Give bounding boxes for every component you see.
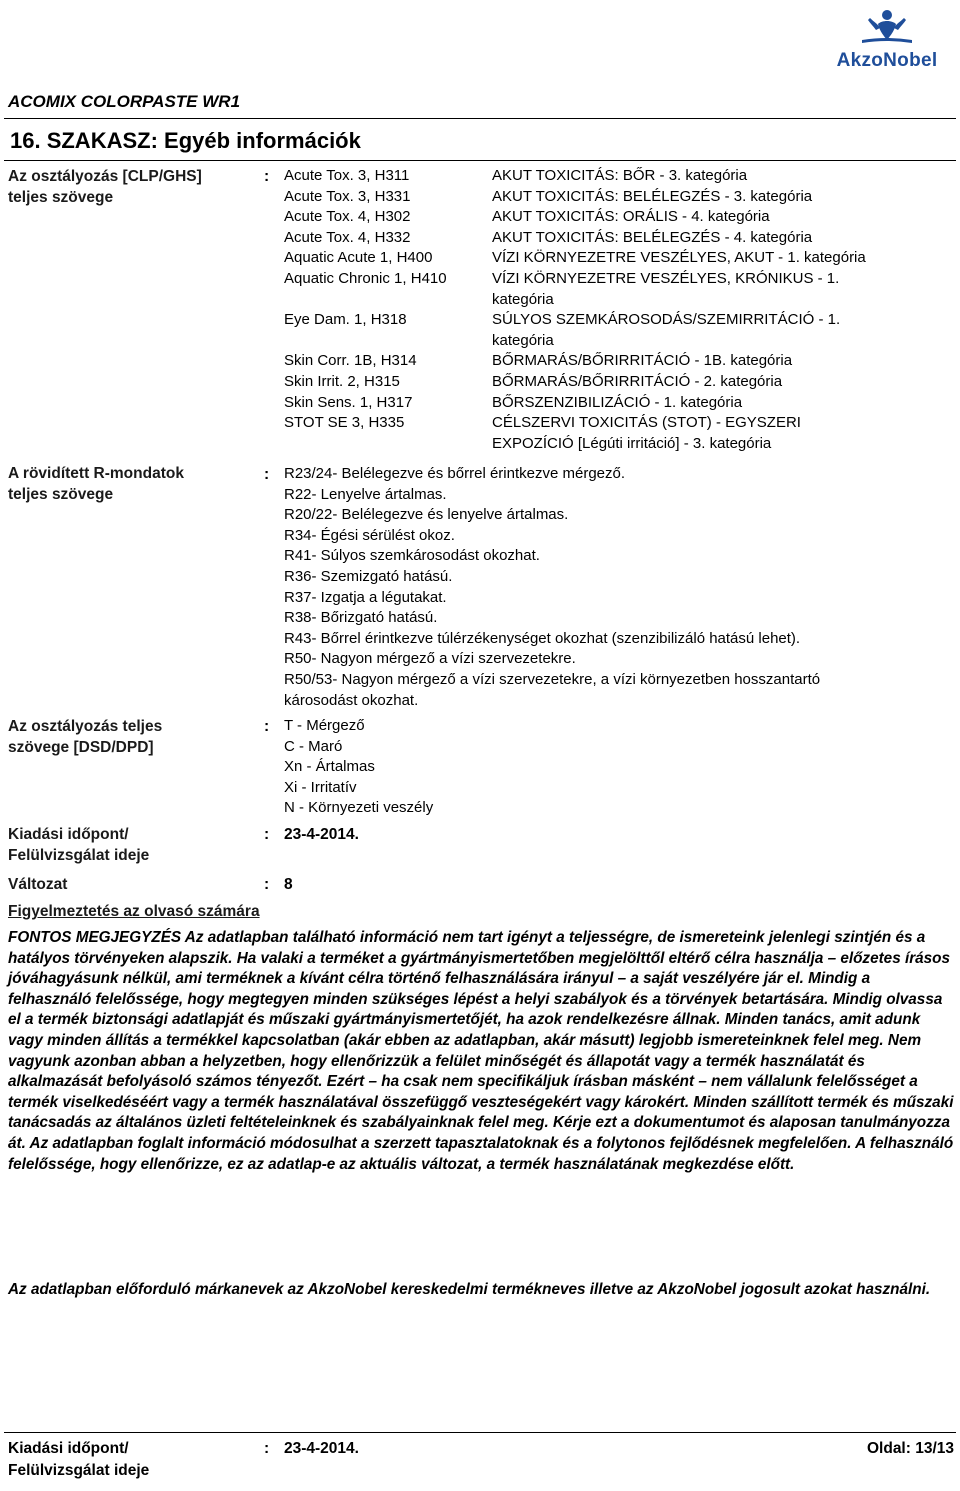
hazard-description-line: BŐRMARÁS/BŐRIRRITÁCIÓ - 2. kategória: [492, 373, 783, 390]
r-phrase-line: R34- Égési sérülést okoz.: [284, 526, 455, 544]
hazard-description: [492, 248, 912, 269]
dsd-classification-line: Xi - Irritatív: [284, 778, 357, 796]
section-title: 16. SZAKASZ: Egyéb információk: [10, 128, 361, 153]
version-label: Változat: [8, 876, 68, 893]
r-phrase-line: R41- Súlyos szemkárosodást okozhat.: [284, 547, 540, 565]
hazard-description: [492, 413, 912, 454]
rphrases-label: [8, 463, 256, 505]
issue-label: [8, 824, 256, 866]
r-phrase-line: R23/24- Belélegezve és bőrrel érintkezve mérgező.: [284, 465, 626, 482]
footer-date: 23-4-2014.: [284, 1440, 359, 1457]
footer-colon: :: [264, 1440, 270, 1457]
hazard-description: [492, 393, 912, 414]
r-phrase-line: R20/22- Belélegezve és lenyelve ártalmas.: [284, 506, 569, 524]
hazard-code: Aquatic Chronic 1, H410: [284, 270, 447, 287]
footer-divider: [4, 1432, 956, 1433]
reader-notice-label: Figyelmeztetés az olvasó számára: [8, 903, 260, 920]
hazard-description-line: kategória: [492, 331, 554, 349]
hazard-description: [492, 269, 912, 310]
page-number: Oldal: 13/13: [866, 1440, 954, 1457]
hazard-description-line: kategória: [492, 290, 554, 308]
hazard-description-line: AKUT TOXICITÁS: BELÉLEGZÉS - 4. kategória: [492, 228, 813, 246]
footer-label-line1: Kiadási időpont/: [8, 1440, 129, 1457]
hazard-description-line: EXPOZÍCIÓ [Légúti irritáció] - 3. kategória: [492, 434, 772, 452]
hazard-description: [492, 228, 912, 249]
rphrases-list: [284, 464, 944, 711]
hazard-description-line: AKUT TOXICITÁS: BŐR - 3. kategória: [492, 167, 748, 184]
hazard-code: Acute Tox. 4, H332: [284, 228, 411, 246]
notice-text: Az adatlapban található információ nem tart igényt a teljességre, de ismereteink jelenlegi szintjén és a hatályos törvényeken alapszik. Ha valaki a terméket a gyártmányismertetőben megjelölttől eltérő célra használja – előzetes írásos jóváhagyásunk nélkül, ami terméknek a kívánt célra történő felhasználására irányul – a saját veszélyére jár el. Mindig a felhasználó felelőssége, hogy megtegyen minden szükséges lépést a helyi szabályok és a törvények betartására. Mindig olvassa el a termék biztonsági adatlapját és műszaki gyártmányismertetőjét, ha azok rendelkezésre állnak. Minden tanács, amit adunk vagy minden állítás a termékkel kapcsolatban (akár ebben az adatlapban, akár másutt) legjobb ismereteinknek felel meg. Nem vagyunk azonban abban a helyzetben, hogy ellenőrizzük a felület minőségét és állapotát vagy a termék használatát és alkalmazását befolyásoló számos tényezőt. Ezért – ha csak nem specifikáljuk írásban másként – nem vállalunk felelősséget a termék viselkedéséért vagy a termék használatával összefüggő veszteségekért vagy károkért. Minden szállított termék és műszaki tanácsadás az általános üzleti feltételeinknek és szabályainknak felel meg. Kérje ezt a dokumentumot és alaposan tanulmányozza át. Az adatlapban foglalt információ módosulhat a szerzett tapasztalatoknak és a folytonos fejlődésnek megfelelően. A felhasználó felelőssége, hogy ellenőrizze, ez az adatlap-e az aktuális változat, a termék használatának megkezdése előtt.: [8, 929, 954, 1173]
dsd-label-line1: Az osztályozás teljes: [8, 718, 163, 735]
r-phrase-line: károsodást okozhat.: [284, 691, 419, 709]
hazard-description-line: CÉLSZERVI TOXICITÁS (STOT) - EGYSZERI: [492, 414, 801, 432]
hazard-description-line: AKUT TOXICITÁS: ORÁLIS - 4. kategória: [492, 208, 770, 226]
r-phrase-line: R22- Lenyelve ártalmas.: [284, 485, 447, 503]
dsd-classification-line: N - Környezeti veszély: [284, 799, 434, 817]
r-phrase-line: R36- Szemizgató hatású.: [284, 567, 453, 585]
product-name: ACOMIX COLORPASTE WR1: [8, 92, 241, 111]
hazard-code: Skin Corr. 1B, H314: [284, 352, 417, 370]
dsd-label: [8, 716, 256, 758]
version-value: 8: [284, 876, 293, 893]
hazard-description: [492, 310, 912, 351]
r-phrase-line: R38- Bőrizgató hatású.: [284, 609, 438, 627]
dsd-classification-line: Xn - Ártalmas: [284, 758, 375, 776]
hazard-code: Eye Dam. 1, H318: [284, 311, 407, 329]
r-phrase-line: R50- Nagyon mérgező a vízi szervezetekre.: [284, 650, 576, 668]
hazard-code: Acute Tox. 4, H302: [284, 208, 411, 226]
akzonobel-logo: [818, 6, 956, 72]
hazard-code: Acute Tox. 3, H311: [284, 167, 410, 184]
hazard-code: Aquatic Acute 1, H400: [284, 249, 433, 267]
hazard-description: [492, 351, 912, 372]
hazard-description-line: VÍZI KÖRNYEZETRE VESZÉLYES, KRÓNIKUS - 1.: [492, 270, 840, 287]
notice-lead: FONTOS MEGJEGYZÉS: [8, 929, 182, 946]
hazard-description-line: SÚLYOS SZEMKÁROSODÁS/SZEMIRRITÁCIÓ - 1.: [492, 311, 841, 329]
footer-issue-label: [8, 1438, 149, 1482]
issue-date: 23-4-2014.: [284, 826, 359, 843]
rphrases-colon: :: [264, 466, 270, 483]
section-divider: [4, 160, 956, 161]
clp-label: [8, 166, 256, 208]
r-phrase-line: R37- Izgatja a légutakat.: [284, 588, 447, 606]
r-phrase-line: R43- Bőrrel érintkezve túlérzékenységet okozhat (szenzibilizáló hatású lehet).: [284, 629, 801, 647]
r-phrase-line: R50/53- Nagyon mérgező a vízi szervezetekre, a vízi környezetben hosszantartó: [284, 670, 821, 688]
dsd-classification-line: T - Mérgező: [284, 717, 365, 734]
issue-label-line2: Felülvizsgálat ideje: [8, 847, 150, 864]
footer-label-line2: Felülvizsgálat ideje: [8, 1462, 150, 1479]
header-divider: [4, 118, 956, 119]
dsd-classification-line: C - Maró: [284, 737, 343, 755]
clp-label-line1: Az osztályozás [CLP/GHS]: [8, 168, 202, 185]
important-notice: [8, 928, 954, 1175]
issue-label-line1: Kiadási időpont/: [8, 826, 129, 843]
dsd-label-line2: szövege [DSD/DPD]: [8, 739, 154, 756]
hazard-description-line: AKUT TOXICITÁS: BELÉLEGZÉS - 3. kategória: [492, 187, 813, 205]
hazard-description-line: BŐRSZENZIBILIZÁCIÓ - 1. kategória: [492, 393, 743, 411]
hazard-description-line: BŐRMARÁS/BŐRIRRITÁCIÓ - 1B. kategória: [492, 352, 793, 370]
issue-colon: :: [264, 826, 270, 843]
hazard-description: [492, 207, 912, 228]
hazard-code: Skin Sens. 1, H317: [284, 393, 413, 411]
dsd-colon: :: [264, 718, 270, 735]
hazard-description: [492, 166, 912, 187]
logo-figure-icon: [818, 6, 956, 52]
hazard-description-line: VÍZI KÖRNYEZETRE VESZÉLYES, AKUT - 1. kategória: [492, 249, 866, 267]
rphrases-label-line1: A rövidített R-mondatok: [8, 465, 184, 482]
rphrases-label-line2: teljes szövege: [8, 486, 114, 503]
version-colon: :: [264, 876, 270, 893]
clp-colon: :: [264, 168, 270, 185]
hazard-code: Acute Tox. 3, H331: [284, 187, 411, 205]
hazard-code: STOT SE 3, H335: [284, 414, 405, 432]
logo-wordmark: AkzoNobel: [836, 50, 938, 71]
brand-note: Az adatlapban előforduló márkanevek az AkzoNobel kereskedelmi termékneves illetve az AkzoNobel jogosult azokat használni.: [8, 1281, 931, 1298]
hazard-code: Skin Irrit. 2, H315: [284, 373, 400, 390]
hazard-description: [492, 187, 912, 208]
dsd-list: [284, 716, 433, 819]
hazard-description: [492, 372, 912, 393]
clp-label-line2: teljes szövege: [8, 189, 114, 206]
